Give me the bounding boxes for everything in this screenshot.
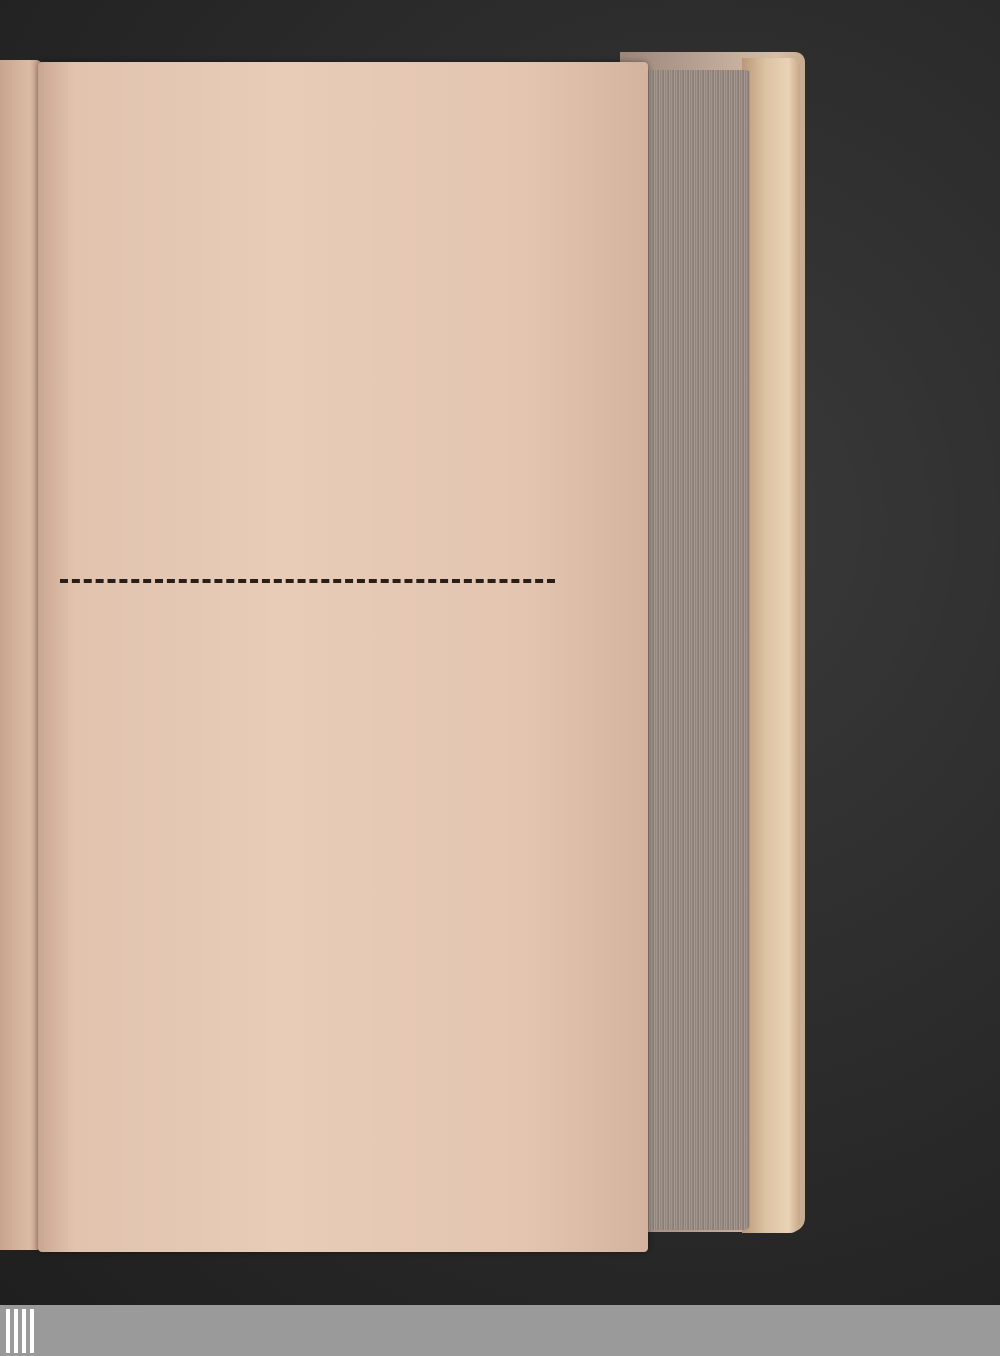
drop-cap-letter [58, 807, 116, 877]
footer-bar [0, 1305, 1000, 1356]
left-facing-page [0, 60, 42, 1250]
section-divider [60, 579, 555, 583]
library-logo-icon [6, 1309, 44, 1353]
book-page [38, 62, 648, 1252]
page-stack [635, 70, 750, 1230]
book-fore-edge-cover [742, 58, 800, 1233]
